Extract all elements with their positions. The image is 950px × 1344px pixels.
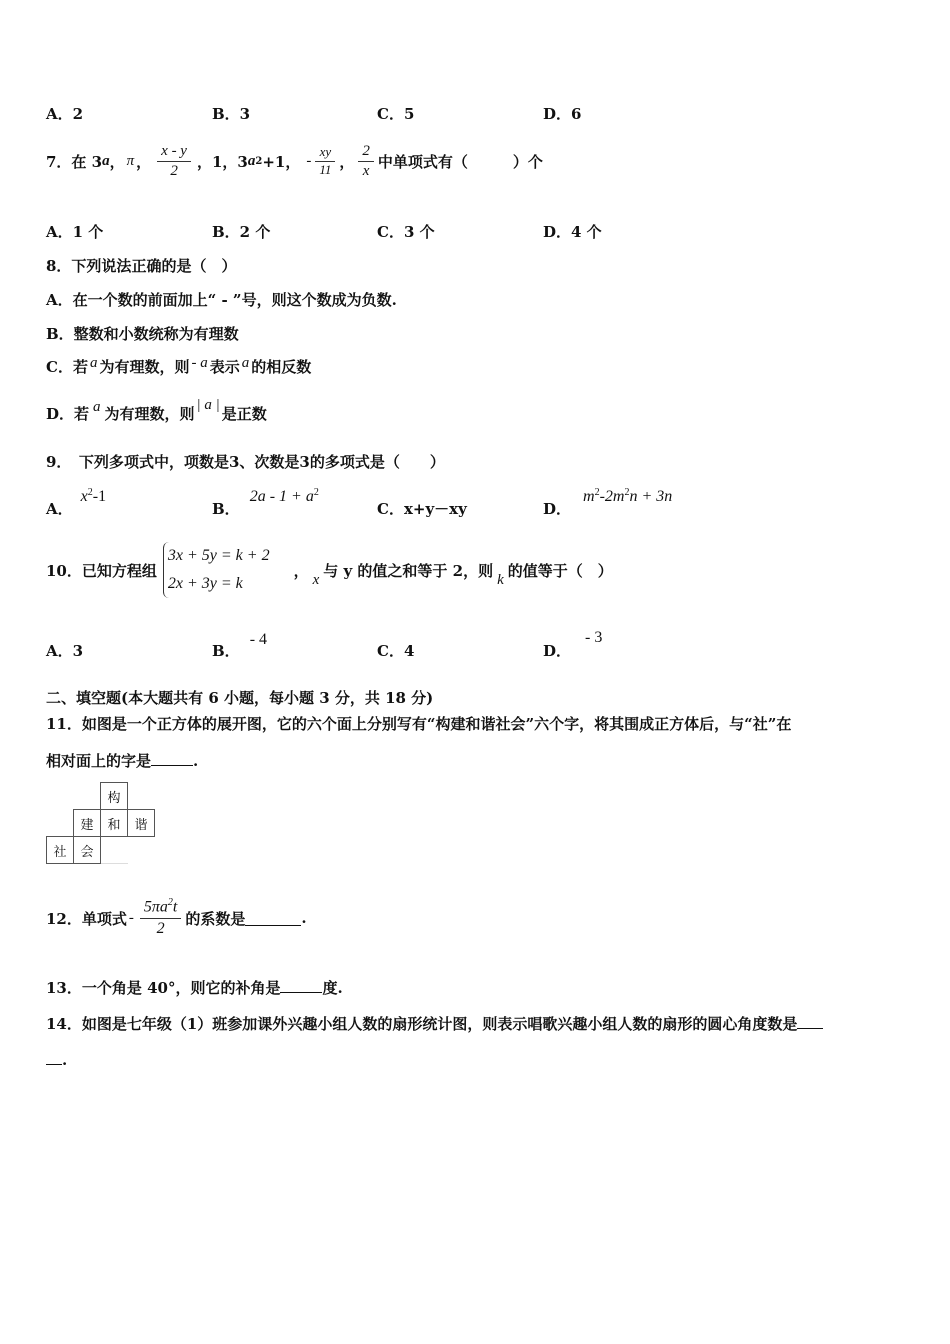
q14-line-1: 14．如图是七年级（1）班参加课外兴趣小组人数的扇形统计图，则表示唱歌兴趣小组人数的扇形的圆心角度数是: [46, 1013, 823, 1034]
q9-option-a: A．$x^2-1$: [46, 487, 107, 518]
q7-stem: 7．在 3 a ， π ， $\frac{x - y}{2}$ ，1，3 a 2 +1， - $\frac{xy}{11}$ ， $\frac{2}{x}$ 中单项式有（ ）个: [46, 142, 543, 179]
q11-line-2: 相对面上的字是 .: [46, 752, 199, 770]
q9-option-d: D．$m^2-2m^2n + 3n$: [543, 487, 673, 518]
q6-option-d: D．6: [543, 105, 582, 123]
q11-line-1: 11．如图是一个正方体的展开图，它的六个面上分别写有“构建和谐社会”六个字，将其围成正方体后，与“社”在: [46, 715, 792, 733]
q9-stem: 9． 下列多项式中，项数是3、次数是3的多项式是（ ）: [46, 453, 445, 471]
q14-answer-blank[interactable]: [797, 1014, 823, 1029]
q7-option-b: B．2 个: [212, 223, 271, 241]
q12-answer-blank[interactable]: [245, 911, 301, 926]
q7-option-d: D．4 个: [543, 223, 602, 241]
q6-option-b: B．3: [212, 105, 251, 123]
q7-fraction-2: $\frac{xy}{11}$: [315, 144, 335, 178]
q13-stem: 13．一个角是 40°，则它的补角是 度.: [46, 979, 343, 997]
q14-answer-blank-cont[interactable]: [46, 1050, 62, 1065]
cube-face-gou: 构: [101, 783, 128, 810]
cube-face-he: 和: [101, 810, 128, 837]
q10-option-d: D．- 3: [543, 629, 603, 660]
section-2-heading: 二、填空题(本大题共有 6 小题，每小题 3 分，共 18 分): [46, 689, 434, 707]
q10-option-a: A．3: [46, 642, 84, 660]
q10-option-b: B．- 4: [212, 631, 268, 660]
cube-face-she: 社: [47, 837, 74, 864]
q10-option-c: C．4: [377, 642, 415, 660]
q11-answer-blank[interactable]: [151, 751, 193, 766]
q8-option-b: B．整数和小数统称为有理数: [46, 325, 239, 343]
q7-option-c: C．3 个: [377, 223, 435, 241]
q14-line-2: .: [46, 1050, 67, 1069]
q8-stem: 8．下列说法正确的是（ ）: [46, 257, 237, 275]
cube-net-figure: [46, 782, 155, 864]
q7-fraction-1: $\frac{x - y}{2}$: [157, 142, 191, 181]
q9-option-c: C．x+y－xy: [377, 500, 467, 518]
q8-option-d: D．若 a 为有理数，则 | a | 是正数: [46, 397, 267, 423]
q9-option-b: B．$2a - 1 + a^2$: [212, 487, 319, 518]
q6-option-a: A．2: [46, 105, 84, 123]
q13-answer-blank[interactable]: [280, 978, 322, 993]
cube-face-hui: 会: [74, 837, 101, 864]
q8-option-c: C．若 a 为有理数，则 - a 表示 a 的相反数: [46, 355, 312, 376]
q10-stem: 10．已知方程组 3x + 5y = k + 2 2x + 3y = k ， x 与 y 的值之和等于 2，则 k 的值等于（ ）: [46, 540, 613, 600]
cube-face-jian: 建: [74, 810, 101, 837]
q12-fraction: $\frac{5\pi a^2t}{2}$: [140, 897, 181, 938]
q7-fraction-3: $\frac{2}{x}$: [358, 142, 374, 181]
q7-option-a: A．1 个: [46, 223, 104, 241]
q10-equation-system: 3x + 5y = k + 2 2x + 3y = k: [163, 542, 270, 598]
q6-option-c: C．5: [377, 105, 415, 123]
q8-option-a: A．在一个数的前面加上“ - ”号，则这个数成为负数.: [46, 291, 397, 309]
cube-face-xie: 谐: [128, 810, 155, 837]
q12-stem: 12．单项式 - $\frac{5\pi a^2t}{2}$ 的系数是 .: [46, 897, 307, 937]
